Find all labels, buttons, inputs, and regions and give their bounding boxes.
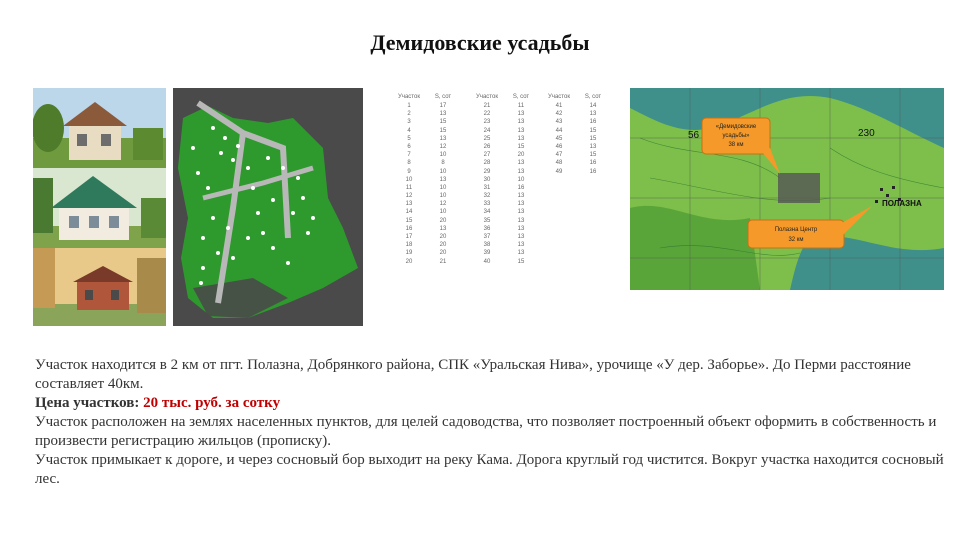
table-row: 5 13: [407, 135, 447, 142]
table-row: 29 13: [483, 168, 525, 175]
paragraph-road: Участок примыкает к дороге, и через сосновый бор выходит на реку Кама. Дорога круглый год чистится. Вокруг участка находится сосновый лес.: [35, 452, 944, 487]
table-row: 43 16: [555, 119, 597, 126]
table-row: 1 17: [407, 103, 447, 109]
table-row: 49 16: [555, 168, 597, 175]
table-row: 44 15: [555, 127, 597, 134]
table-row: 47 15: [555, 152, 597, 159]
table-row: 2 13: [407, 111, 447, 118]
map-number-1: 56: [688, 130, 700, 141]
table-row: 4 15: [407, 127, 447, 134]
paragraph-land: Участок расположен на землях населенных пунктов, для целей садоводства, что позволяет построенный объект оформить в собственность и произвести регистрацию жильцов (прописку).: [35, 414, 937, 449]
table-row: 40 15: [483, 258, 525, 265]
house-photo-1: [33, 88, 166, 168]
table-row: 42 13: [555, 111, 597, 118]
callout-top-line-3: 38 км: [728, 142, 744, 148]
table-row: 36 13: [483, 225, 525, 232]
callout-top-line-2: усадьбы»: [722, 133, 750, 139]
table-row: 31 16: [483, 184, 525, 191]
callout-bottom-line-2: 32 км: [788, 237, 804, 243]
table-header: Участок S, сот: [476, 94, 530, 100]
table-row: 7 10: [407, 152, 447, 159]
table-row: 37 13: [483, 234, 525, 240]
page-title: Демидовские усадьбы: [370, 30, 590, 55]
table-row: 15 20: [405, 217, 447, 224]
house-photo-3: [33, 248, 166, 326]
table-row: 30 10: [483, 176, 525, 183]
callout-bottom-line-1: Полазна Центр: [774, 227, 818, 233]
table-row: 48 16: [555, 160, 597, 167]
table-column-1: [395, 94, 457, 267]
table-row: 41 14: [555, 103, 597, 109]
callout-top-line-1: «Демидовские: [715, 124, 757, 130]
table-header: Участок S, сот: [398, 94, 452, 100]
table-column-3: [545, 94, 607, 177]
table-row: 18 20: [405, 242, 447, 249]
table-row: 3 15: [407, 119, 447, 126]
table-row: 16 13: [405, 225, 447, 232]
table-row: 39 13: [483, 250, 525, 257]
table-row: 14 10: [405, 209, 447, 216]
table-row: 19 20: [405, 250, 447, 257]
table-row: 20 21: [405, 258, 447, 265]
table-row: 46 13: [555, 143, 597, 150]
map-place-label: ПОЛАЗНА: [882, 199, 922, 208]
table-row: 17 20: [405, 234, 447, 240]
plot-plan-image: [173, 88, 363, 326]
table-row: 26 15: [483, 143, 525, 150]
paragraph-price: [35, 394, 950, 413]
table-column-2: [473, 94, 535, 267]
table-row: 25 13: [483, 135, 525, 142]
house-photo-2: [33, 168, 166, 248]
table-row: 35 13: [483, 217, 525, 224]
table-row: 11 10: [405, 184, 447, 191]
description-text: [35, 356, 950, 489]
price-value: 20 тыс. руб. за сотку: [143, 395, 281, 411]
table-row: 13 12: [405, 201, 447, 208]
table-row: 28 13: [483, 160, 525, 167]
table-row: 10 13: [405, 176, 447, 183]
table-row: 45 15: [555, 135, 597, 142]
table-header: Участок S, сот: [548, 94, 602, 100]
table-row: 32 13: [483, 193, 525, 200]
table-row: 33 13: [483, 201, 525, 208]
table-row: 23 13: [483, 119, 525, 126]
table-row: 21 11: [483, 103, 525, 109]
location-map: [630, 88, 944, 290]
table-row: 27 20: [483, 152, 525, 159]
table-row: 6 12: [407, 143, 447, 150]
table-row: 38 13: [483, 242, 525, 249]
table-row: 24 13: [483, 127, 525, 134]
house-photos: [33, 88, 166, 326]
table-row: 8 8: [407, 160, 445, 167]
table-row: 34 13: [483, 209, 525, 216]
table-row: 9 10: [407, 168, 447, 175]
table-row: 12 10: [405, 193, 447, 200]
price-label: Цена участков:: [35, 395, 144, 411]
table-row: 22 13: [483, 111, 525, 118]
paragraph-location: Участок находится в 2 км от пгт. Полазна, Добрянкого района, СПК «Уральская Нива», урочище «У дер. Заборье». До Перми расстояние составляет 40км.: [35, 357, 911, 392]
map-number-2: 230: [858, 128, 875, 139]
